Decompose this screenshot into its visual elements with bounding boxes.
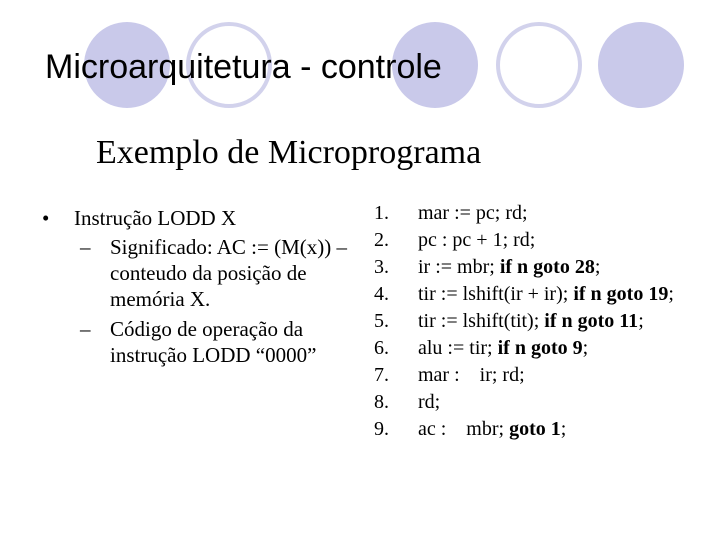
scanned-figure bbox=[30, 128, 690, 478]
step-branch: if n goto 9 bbox=[497, 337, 583, 359]
step-code: mar : ir; rd; bbox=[418, 364, 525, 386]
step-number: 9. bbox=[374, 418, 389, 440]
microprogram-listing bbox=[370, 202, 690, 445]
step-branch: if n goto 11 bbox=[544, 310, 639, 332]
step-number: 1. bbox=[374, 202, 389, 224]
micro-step bbox=[370, 364, 690, 387]
step-code: rd; bbox=[418, 391, 441, 413]
circle-decoration bbox=[598, 22, 684, 108]
bullet-item bbox=[30, 206, 350, 230]
step-number: 7. bbox=[374, 364, 389, 386]
sub-bullet-text: Código de operação da instrução LODD “0000” bbox=[110, 317, 317, 367]
slide-title: Microarquitetura - controle bbox=[45, 48, 442, 86]
step-branch: if n goto 28 bbox=[499, 256, 595, 278]
sub-bullet-text: Significado: AC := (M(x)) – conteudo da posição de memória X. bbox=[110, 235, 347, 311]
step-branch: goto 1 bbox=[509, 418, 561, 440]
step-code: pc : pc + 1; rd; bbox=[418, 229, 536, 251]
step-number: 2. bbox=[374, 229, 389, 251]
micro-step bbox=[370, 256, 690, 279]
step-number: 5. bbox=[374, 310, 389, 332]
step-number: 6. bbox=[374, 337, 389, 359]
micro-step bbox=[370, 202, 690, 225]
step-tail: ; bbox=[668, 283, 674, 305]
circle-decoration bbox=[496, 22, 582, 108]
step-tail: ; bbox=[638, 310, 644, 332]
instruction-description bbox=[30, 206, 350, 368]
step-code: mar := pc; rd; bbox=[418, 202, 528, 224]
step-code: ac : mbr; bbox=[418, 418, 510, 440]
figure-heading: Exemplo de Microprograma bbox=[96, 134, 482, 171]
step-code: tir := lshift(tit); bbox=[418, 310, 545, 332]
sub-bullet bbox=[30, 316, 350, 368]
micro-step bbox=[370, 337, 690, 360]
step-number: 4. bbox=[374, 283, 389, 305]
step-tail: ; bbox=[582, 337, 589, 359]
sub-bullet bbox=[30, 234, 350, 312]
step-tail: ; bbox=[594, 256, 601, 278]
step-tail: ; bbox=[560, 418, 567, 440]
sub-bullet-marker: – bbox=[80, 317, 91, 341]
bullet-marker: • bbox=[42, 206, 50, 230]
micro-step bbox=[370, 310, 690, 333]
micro-step bbox=[370, 283, 690, 306]
step-code: tir := lshift(ir + ir); bbox=[418, 283, 574, 305]
step-branch: if n goto 19 bbox=[573, 283, 669, 305]
bullet-label: Instrução LODD X bbox=[74, 206, 237, 230]
micro-step bbox=[370, 418, 690, 441]
micro-step bbox=[370, 229, 690, 252]
micro-step bbox=[370, 391, 690, 414]
step-number: 3. bbox=[374, 256, 389, 278]
step-code: alu := tir; bbox=[418, 337, 498, 359]
step-code: ir := mbr; bbox=[418, 256, 500, 278]
step-number: 8. bbox=[374, 391, 389, 413]
sub-bullet-marker: – bbox=[80, 235, 91, 259]
